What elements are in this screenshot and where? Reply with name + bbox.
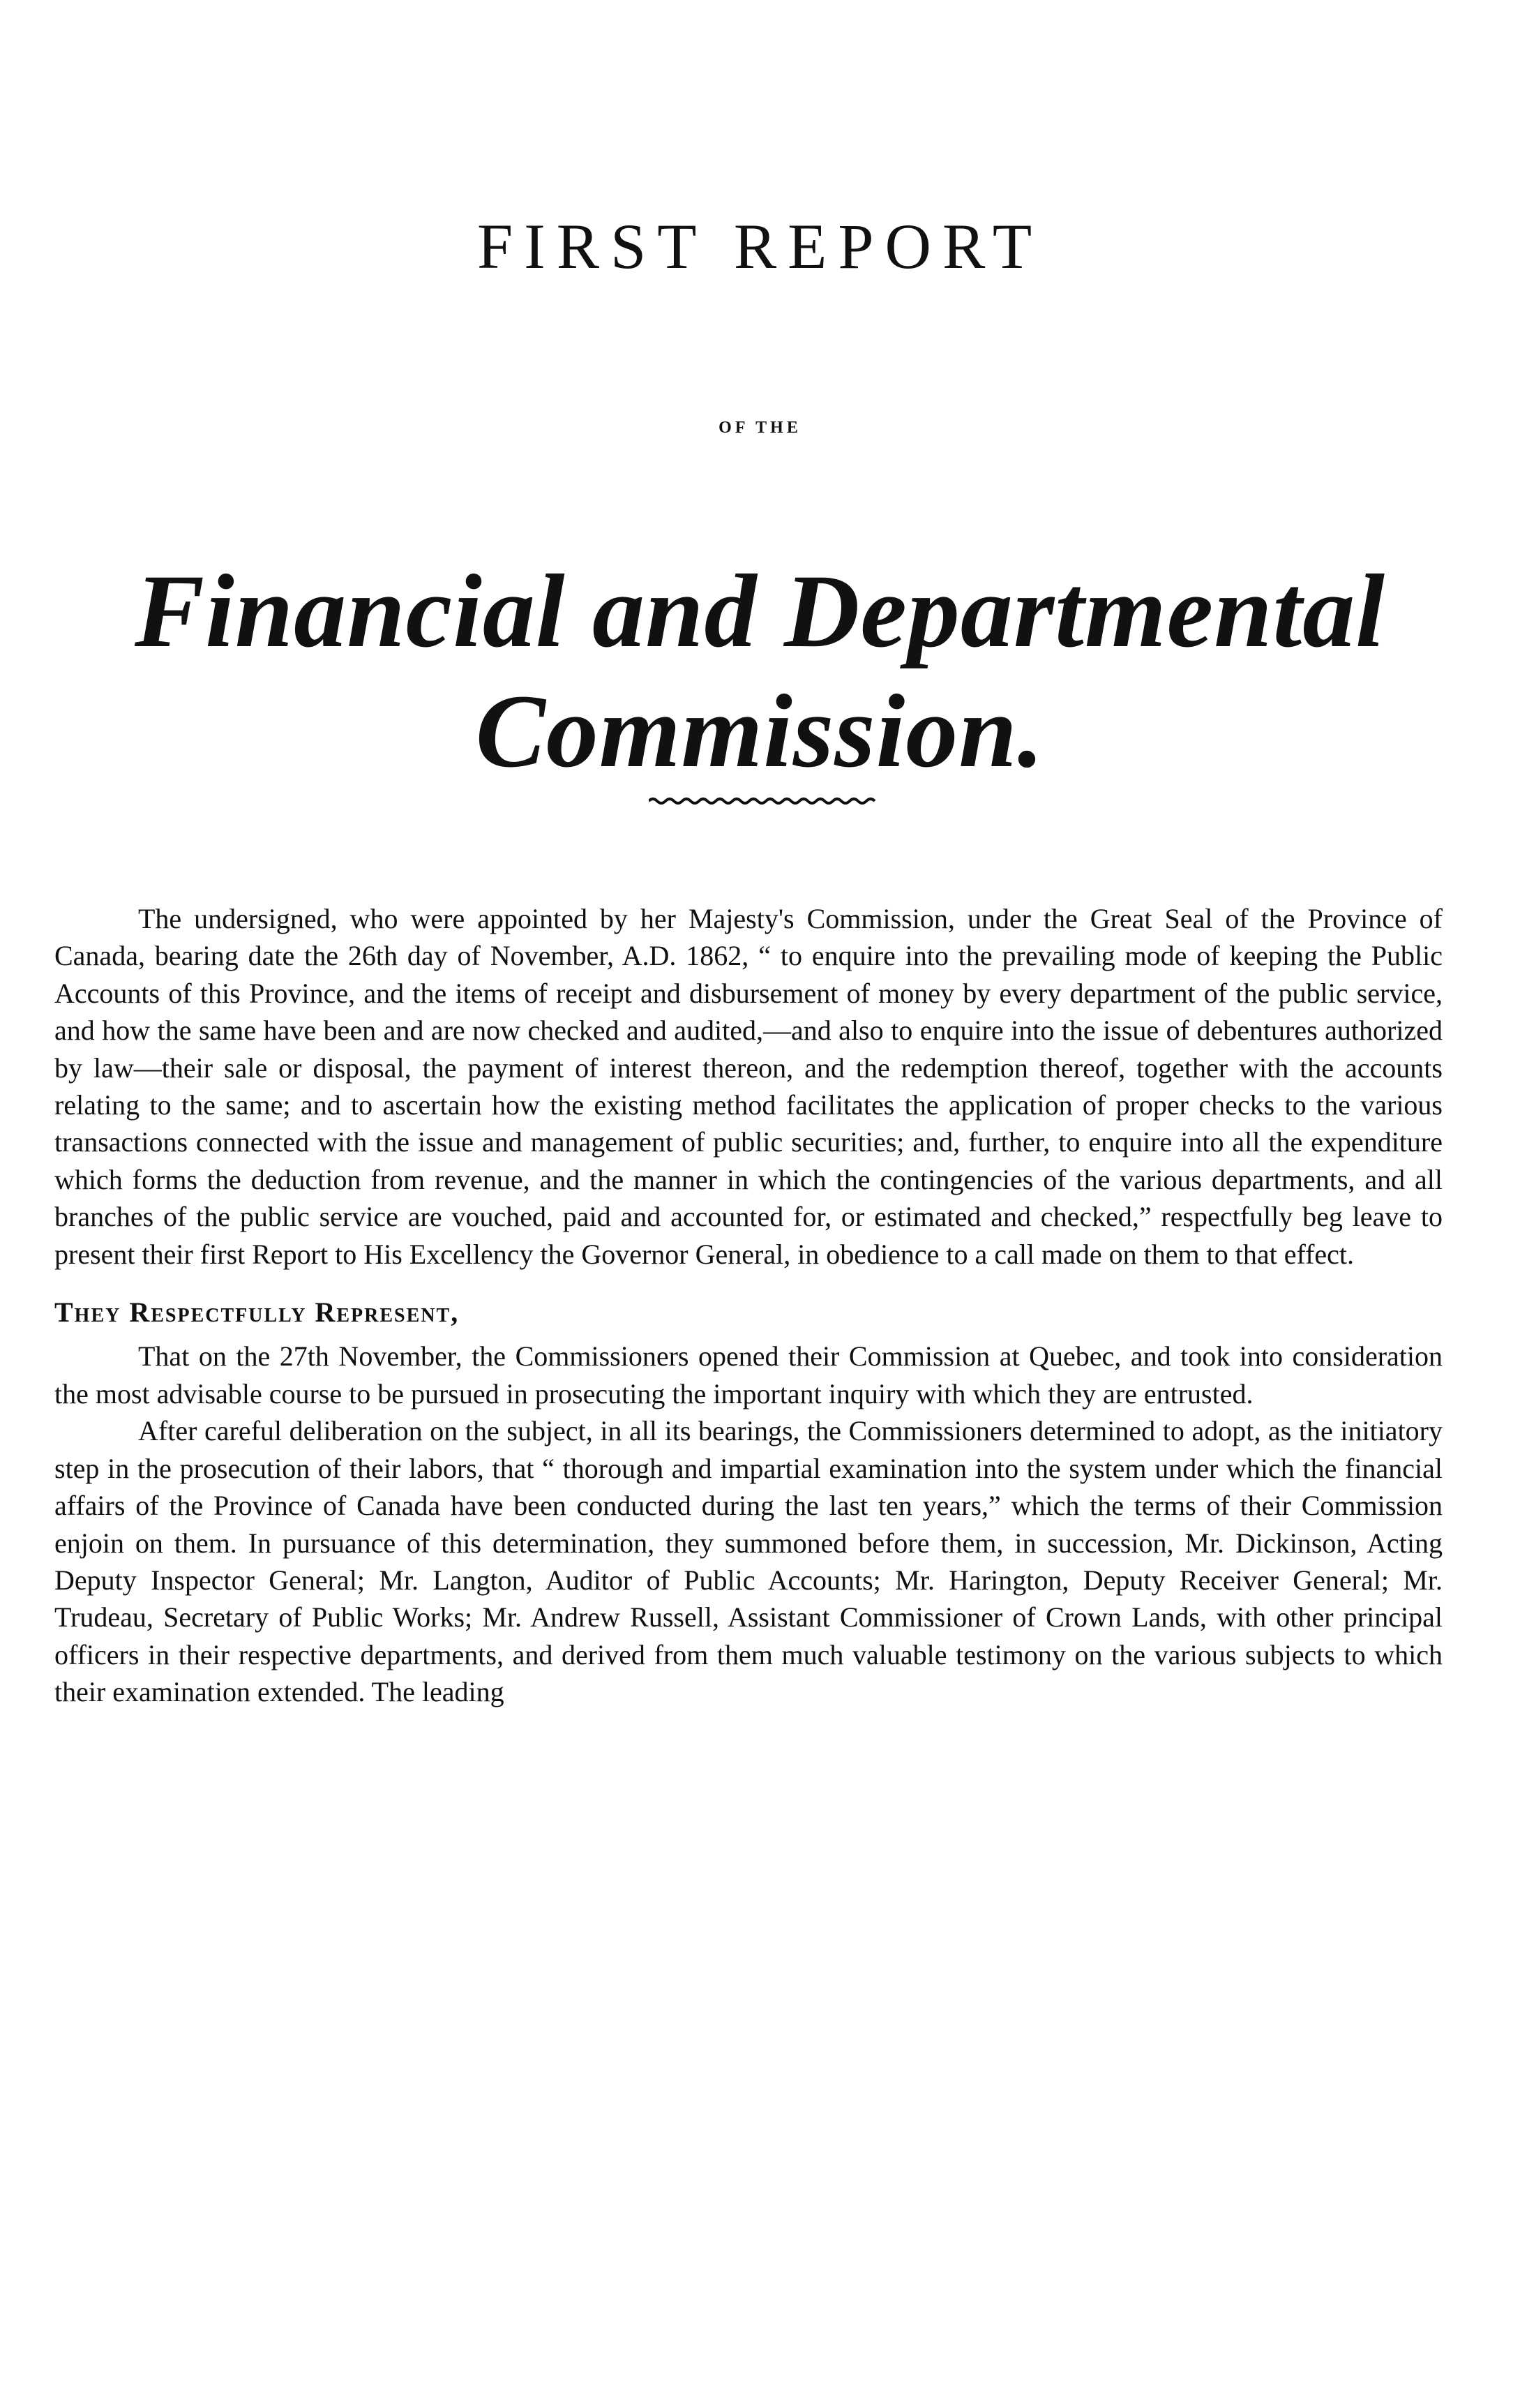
report-title: FIRST REPORT xyxy=(476,211,1044,282)
opening-paragraph: The undersigned, who were appointed by her Majesty's Commission, under the Great Seal of the Province of Canada, bearing date the 26th day of November, A.D. 1862, “ to enquire into the prevailing mode of keeping the Public Accounts of this Province, and the items of receipt and disbursement of money by every department of the public service, and how the same have been and are now checked and audited,—and also to enquire into the issue of debentures authorized by law—their sale or disposal, the payment of interest thereon, and the redemption thereof, together with the accounts relating to the same; and to ascertain how the existing method facilitates the application of proper checks to the various transactions connected with the issue and management of public securities; and, further, to enquire into all the expenditure which forms the deduction from revenue, and the manner in which the contingencies of the various departments, and all branches of the public service are vouched, paid and accounted for, or estimated and checked,” respectfully beg leave to present their first Report to His Excellency the Governor General, in obedience to a call made on them to that effect. xyxy=(54,903,1443,1270)
deliberation-paragraph: After careful deliberation on the subject, in all its bearings, the Commissioners determined to adopt, as the initiatory step in the prosecution of their labors, that “ thorough and impartial examination into the system under which the financial affairs of the Province of Canada have been conducted during the last ten years,” which the terms of their Commission enjoin on them. In pursuance of this determination, they summoned before them, in succession, Mr. Dickinson, Acting Deputy Inspector General; Mr. Langton, Auditor of Public Accounts; Mr. Harington, Deputy Receiver General; Mr. Trudeau, Secretary of Public Works; Mr. Andrew Russell, Assistant Commissioner of Crown Lands, with other principal officers in their respective departments, and derived from them much valuable testimony on the various subjects to which their examination extended. The leading xyxy=(54,1415,1443,1708)
ornamental-rule xyxy=(649,795,879,807)
commission-opened-paragraph: That on the 27th November, the Commissioners opened their Commission at Quebec, and took into consideration the most advisable course to be pursued in prosecuting the important inquiry with which they are entrusted. xyxy=(54,1340,1443,1409)
section-heading: They Respectfully Represent, xyxy=(54,1296,460,1329)
of-the-line: OF THE xyxy=(718,419,802,437)
report-body xyxy=(54,900,1443,1711)
commission-title: Financial and Departmental Commission. xyxy=(135,553,1385,789)
